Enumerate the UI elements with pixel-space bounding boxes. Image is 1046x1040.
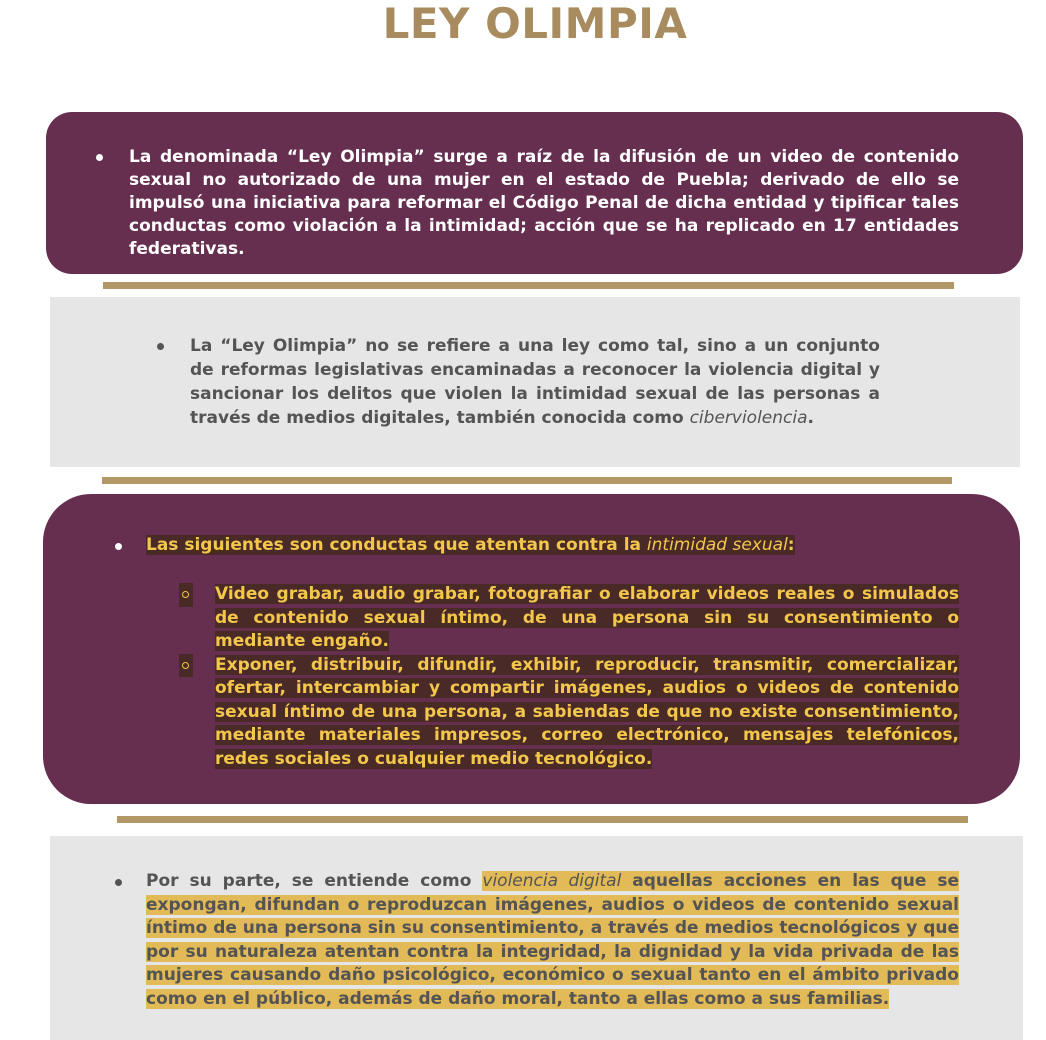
conducts-sublist bbox=[215, 583, 959, 771]
conducts-intro-item bbox=[146, 534, 956, 558]
divider-rule bbox=[117, 816, 968, 823]
bullet-icon bbox=[115, 543, 122, 550]
definition-text-end: . bbox=[807, 408, 814, 428]
intro-bullet-item bbox=[129, 146, 959, 261]
digital-violence-list bbox=[146, 870, 959, 1011]
digital-violence-text: Por su parte, se entiende como bbox=[146, 871, 483, 891]
definition-panel bbox=[50, 297, 1020, 467]
intro-panel bbox=[46, 112, 1023, 274]
divider-rule bbox=[103, 282, 954, 289]
definition-list bbox=[190, 334, 880, 430]
hollow-bullet-icon bbox=[179, 654, 193, 678]
document-title: LEY OLIMPIA bbox=[382, 0, 688, 48]
bullet-icon bbox=[96, 154, 103, 161]
conducts-intro-text: Las siguientes son conductas que atentan contra la intimidad sexual: bbox=[146, 535, 795, 555]
conduct-item bbox=[215, 583, 959, 654]
hollow-bullet-icon bbox=[179, 583, 193, 607]
digital-violence-italic-term: violencia digital bbox=[482, 871, 622, 891]
definition-bullet-item bbox=[190, 334, 880, 430]
conducts-intro-list bbox=[146, 534, 956, 558]
conduct-item bbox=[215, 654, 959, 772]
definition-italic-term: ciberviolencia bbox=[689, 408, 808, 428]
conduct-item-text: Exponer, distribuir, difundir, exhibir, reproducir, transmitir, comercializar, ofertar, intercambiar y compartir imágenes, audios o videos de contenido sexual íntimo de una persona, a sabiendas de que no existe consentimiento, mediante materiales impresos, correo electrónico, mensajes telefónicos, redes sociales o cualquier medio tecnológico. bbox=[215, 654, 959, 769]
bullet-icon bbox=[157, 343, 164, 350]
digital-violence-highlight: violencia digital aquellas acciones en las que se expongan, difundan o reproduzcan imágenes, audios o videos de contenido sexual íntimo de una persona sin su consentimiento, a través de medios tecnológicos y que por su naturaleza atentan contra la integridad, la dignidad y la vida privada de las mujeres causando daño psicológico, económico o sexual tanto en el ámbito privado como en el público, además de daño moral, tanto a ellas como a sus familias. bbox=[146, 871, 960, 1009]
conducts-intro-italic-term: intimidad sexual bbox=[646, 535, 788, 555]
intro-text: La denominada “Ley Olimpia” surge a raíz de la difusión de un video de contenido sexual no autorizado de una mujer en el estado de Puebla; derivado de ello se impulsó una iniciativa para reformar el Código Penal de dicha entidad y tipificar tales conductas como violación a la intimidad; acción que se ha replicado en 17 entidades federativas. bbox=[129, 147, 959, 259]
digital-violence-panel bbox=[50, 836, 1023, 1040]
divider-rule bbox=[102, 477, 952, 484]
conduct-item-text: Video grabar, audio grabar, fotografiar o elaborar videos reales o simulados de contenido sexual íntimo, de una persona sin su consentimiento o mediante engaño. bbox=[215, 584, 959, 651]
bullet-icon bbox=[115, 879, 122, 886]
intro-list bbox=[129, 146, 959, 261]
conducts-panel bbox=[43, 494, 1020, 804]
definition-text: La “Ley Olimpia” no se refiere a una ley como tal, sino a un conjunto de reformas legislativas encaminadas a reconocer la violencia digital y sancionar los delitos que violen la intimidad sexual de las personas a través de medios digitales, también conocida como bbox=[190, 336, 880, 428]
digital-violence-bullet-item bbox=[146, 870, 959, 1011]
